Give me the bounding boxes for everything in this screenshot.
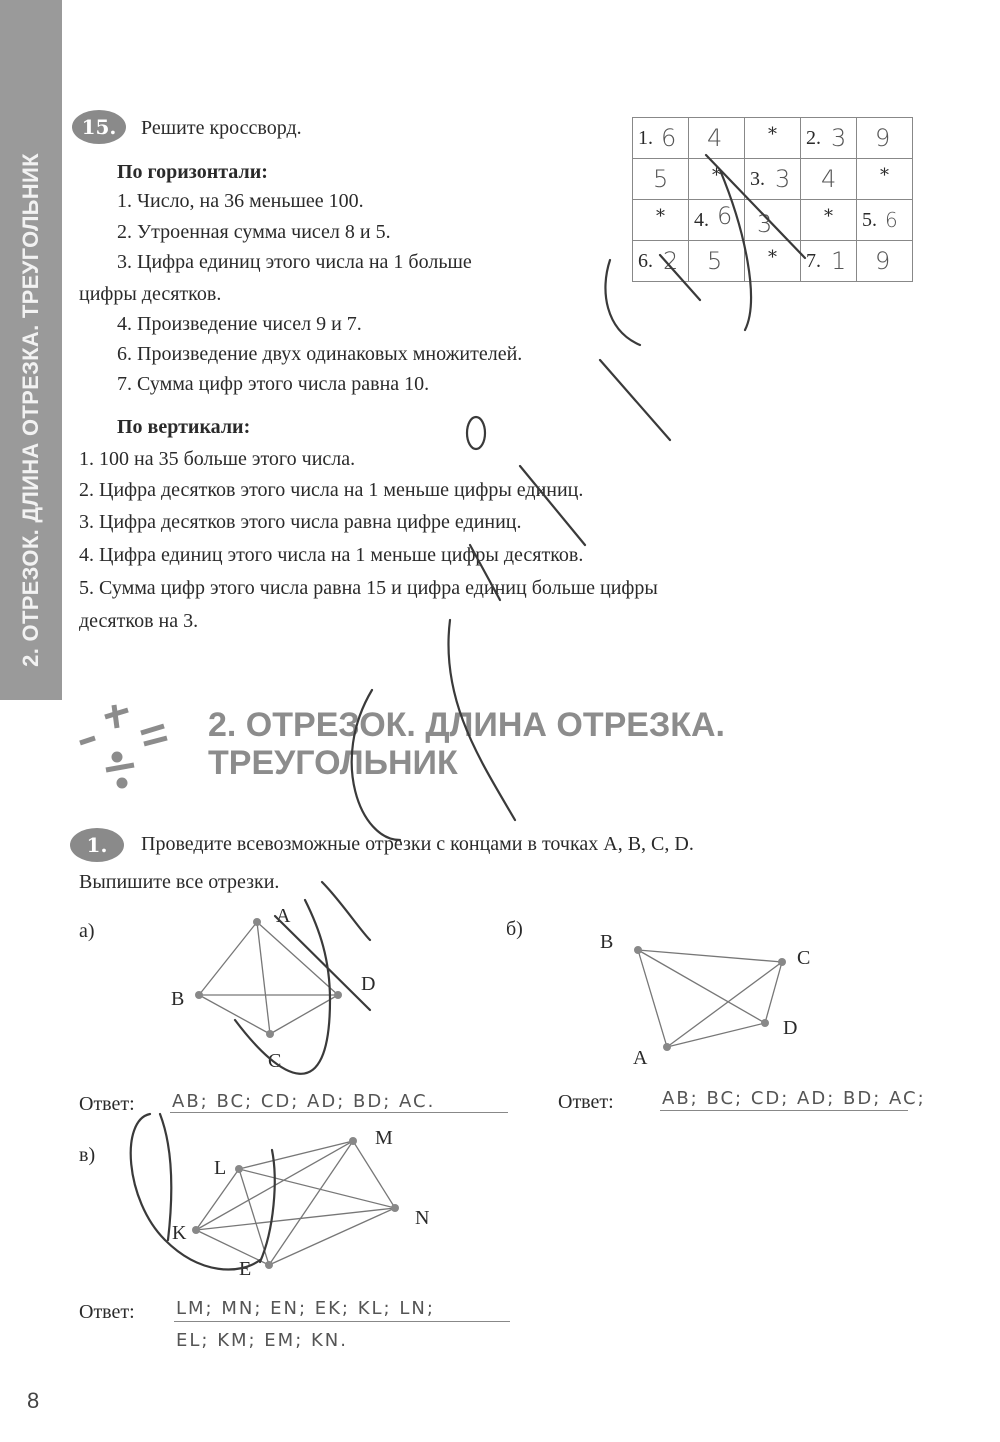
answer-label: Ответ: bbox=[558, 1091, 614, 1113]
crossword-grid bbox=[632, 117, 913, 282]
crossword-cell-blocked: * bbox=[801, 200, 857, 241]
vertical-clue: 4. Цифра единиц этого числа на 1 меньше цифры десятков. bbox=[79, 544, 584, 566]
crossword-cell[interactable]: 9 bbox=[857, 118, 913, 159]
part-label: а) bbox=[79, 920, 95, 942]
chapter-title-vertical: 2. ОТРЕЗОК. ДЛИНА ОТРЕЗКА. ТРЕУГОЛЬНИК bbox=[18, 153, 43, 667]
point-label-l: L bbox=[214, 1157, 227, 1179]
task-text: Выпишите все отрезки. bbox=[79, 871, 280, 893]
part-label: б) bbox=[506, 918, 523, 940]
horizontal-clue: 4. Произведение чисел 9 и 7. bbox=[117, 313, 362, 335]
crossword-row bbox=[633, 159, 913, 200]
vertical-clue: 1. 100 на 35 больше этого числа. bbox=[79, 448, 356, 470]
crossword-row bbox=[633, 241, 913, 282]
point-label-c: C bbox=[268, 1050, 282, 1072]
answer-label: Ответ: bbox=[79, 1301, 135, 1323]
horizontal-clue: 6. Произведение двух одинаковых множителей. bbox=[117, 343, 523, 365]
crossword-cell-blocked: * bbox=[689, 159, 745, 200]
section-heading-line2: ТРЕУГОЛЬНИК bbox=[208, 744, 458, 782]
point-label-a: A bbox=[276, 905, 291, 927]
crossword-row bbox=[633, 200, 913, 241]
chapter-sidebar bbox=[0, 0, 62, 700]
vertical-header: По вертикали: bbox=[117, 416, 251, 438]
section-heading-line1: 2. ОТРЕЗОК. ДЛИНА ОТРЕЗКА. bbox=[208, 706, 726, 744]
point-label-e: E bbox=[239, 1258, 252, 1280]
crossword-cell-blocked: * bbox=[745, 241, 801, 282]
part-label: в) bbox=[79, 1144, 96, 1166]
crossword-cell[interactable]: 5 bbox=[633, 159, 689, 200]
crossword-cell-blocked: * bbox=[857, 159, 913, 200]
crossword-cell[interactable]: 4 bbox=[801, 159, 857, 200]
crossword-cell[interactable]: 5 bbox=[689, 241, 745, 282]
crossword-row bbox=[633, 118, 913, 159]
point-label-d: D bbox=[361, 973, 376, 995]
answer-underline bbox=[174, 1321, 510, 1322]
crossword-cell[interactable]: 6. 2 bbox=[633, 241, 689, 282]
answer-label: Ответ: bbox=[79, 1093, 135, 1115]
horizontal-clue: цифры десятков. bbox=[79, 283, 222, 305]
crossword-cell[interactable]: 3 bbox=[745, 200, 801, 241]
answer-field[interactable]: EL; KM; EM; KN. bbox=[176, 1330, 348, 1351]
task-number-badge: 1. bbox=[70, 828, 124, 862]
crossword-cell[interactable]: 2. 3 bbox=[801, 118, 857, 159]
answer-underline bbox=[660, 1110, 908, 1111]
crossword-cell[interactable]: 4 bbox=[689, 118, 745, 159]
page-number: 8 bbox=[27, 1388, 40, 1413]
vertical-clue: 2. Цифра десятков этого числа на 1 меньше цифры единиц. bbox=[79, 479, 584, 501]
crossword-cell-blocked: * bbox=[633, 200, 689, 241]
vertical-clue: десятков на 3. bbox=[79, 610, 199, 632]
vertical-clue: 3. Цифра десятков этого числа равна цифре единиц. bbox=[79, 511, 522, 533]
crossword-cell[interactable]: 9 bbox=[857, 241, 913, 282]
point-label-n: N bbox=[415, 1207, 430, 1229]
task-title: Решите кроссворд. bbox=[141, 117, 302, 139]
answer-field[interactable]: AB; BC; CD; AD; BD; AC; bbox=[662, 1088, 926, 1109]
answer-underline bbox=[170, 1112, 508, 1113]
point-label-k: K bbox=[172, 1222, 187, 1244]
crossword-cell[interactable]: 3. 3 bbox=[745, 159, 801, 200]
answer-field[interactable]: AB; BC; CD; AD; BD; AC. bbox=[172, 1091, 436, 1112]
horizontal-clue: 3. Цифра единиц этого числа на 1 больше bbox=[117, 251, 472, 273]
point-label-c: C bbox=[797, 947, 811, 969]
point-label-b: B bbox=[600, 931, 614, 953]
point-label-b: B bbox=[171, 988, 185, 1010]
horizontal-header: По горизонтали: bbox=[117, 161, 268, 183]
section-heading bbox=[208, 706, 725, 782]
horizontal-clue: 7. Сумма цифр этого числа равна 10. bbox=[117, 373, 430, 395]
task-number-badge: 15. bbox=[72, 110, 126, 144]
vertical-clue: 5. Сумма цифр этого числа равна 15 и цифра единиц больше цифры bbox=[79, 577, 658, 599]
crossword-cell[interactable]: 5. 6 bbox=[857, 200, 913, 241]
crossword-cell[interactable]: 4. 6 bbox=[689, 200, 745, 241]
crossword-cell[interactable]: 1. 6 bbox=[633, 118, 689, 159]
point-label-d: D bbox=[783, 1017, 798, 1039]
crossword-cell-blocked: * bbox=[745, 118, 801, 159]
point-label-m: M bbox=[375, 1127, 393, 1149]
horizontal-clue: 1. Число, на 36 меньшее 100. bbox=[117, 190, 364, 212]
crossword-cell[interactable]: 7. 1 bbox=[801, 241, 857, 282]
point-label-a: A bbox=[633, 1047, 648, 1069]
horizontal-clue: 2. Утроенная сумма чисел 8 и 5. bbox=[117, 221, 391, 243]
task-text: Проведите всевозможные отрезки с концами в точках A, B, C, D. bbox=[141, 833, 694, 855]
answer-field[interactable]: LM; MN; EN; EK; KL; LN; bbox=[176, 1298, 435, 1319]
